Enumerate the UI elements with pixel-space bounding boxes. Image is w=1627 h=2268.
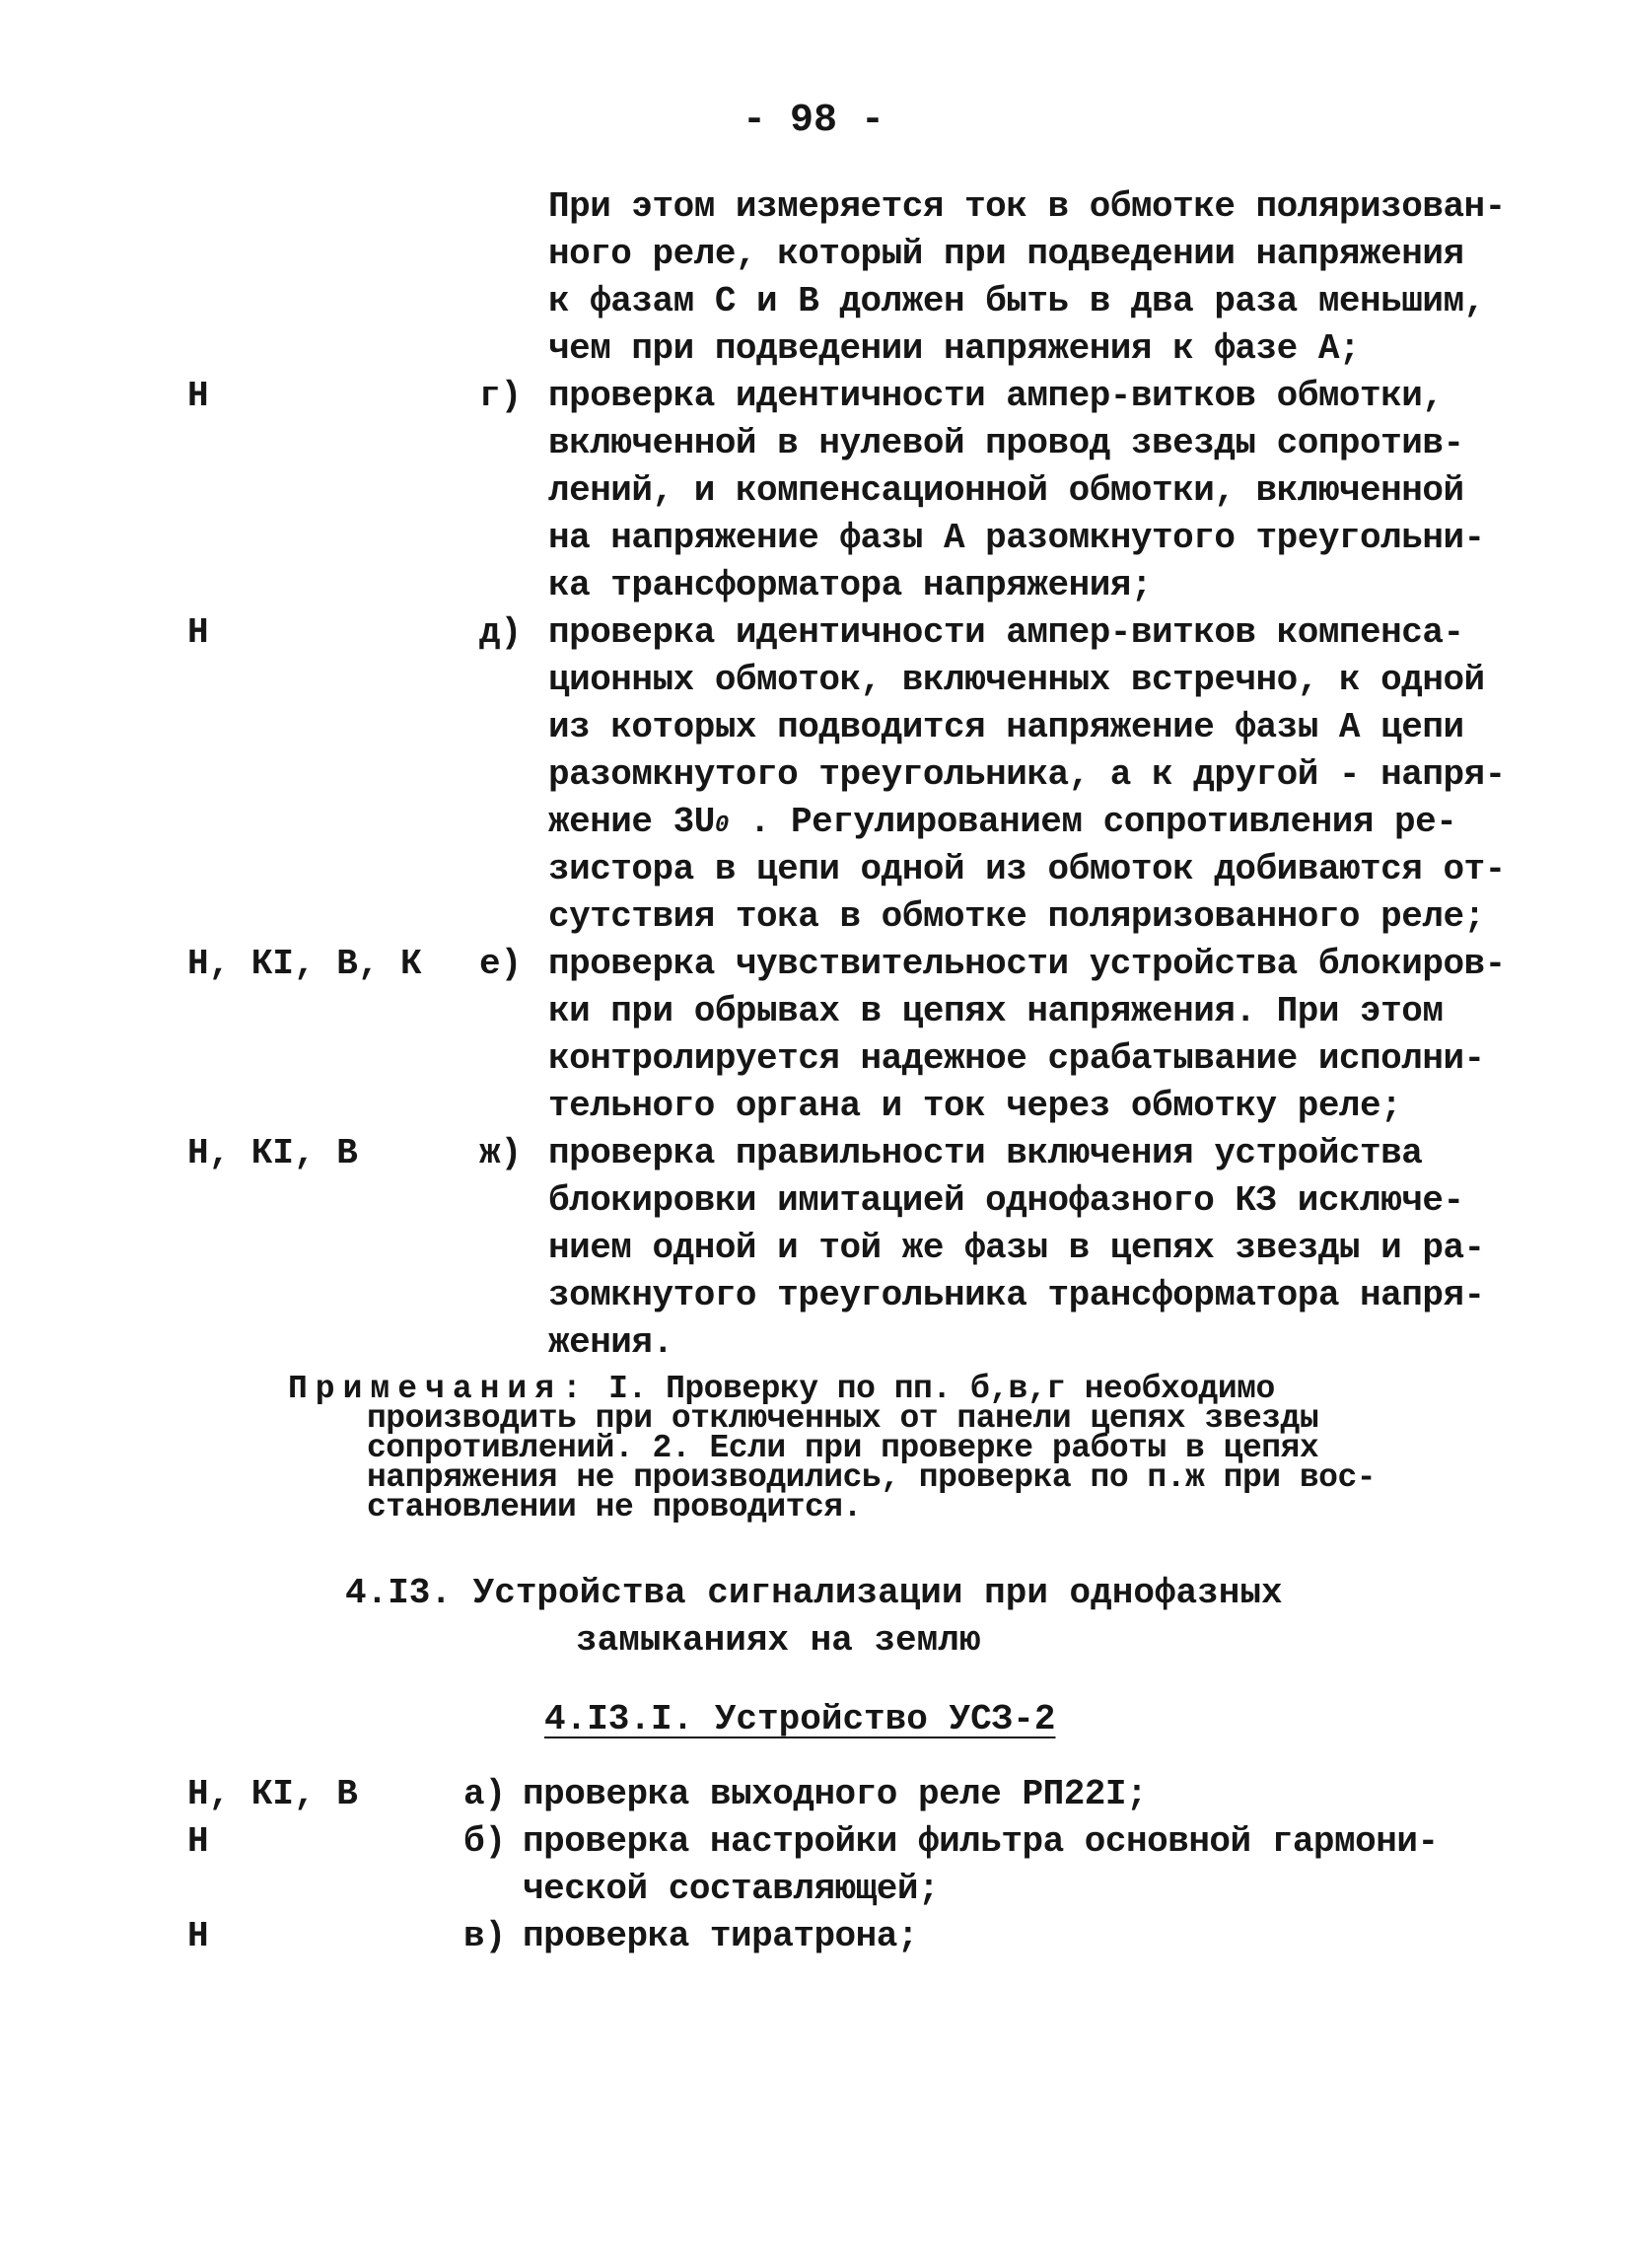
text-line: блокировки имитацией однофазного КЗ исключе- — [548, 1180, 1464, 1221]
text-line-formula — [548, 803, 1456, 846]
text-line: лений, и компенсационной обмотки, включенной — [548, 470, 1464, 511]
section-heading-line: 4.I3. Устройства сигнализации при однофазных — [345, 1573, 1283, 1613]
text-line: жения. — [548, 1322, 673, 1363]
note-line: напряжения не производились, проверка по п.ж при вос- — [367, 1459, 1377, 1496]
text-line: включенной в нулевой провод звезды сопротив- — [548, 423, 1464, 463]
text-line: проверка чувствительности устройства блокиров- — [548, 944, 1506, 984]
text-line: проверка идентичности ампер-витков компенса- — [548, 612, 1464, 653]
text-line: тельного органа и ток через обмотку реле; — [548, 1086, 1402, 1126]
note-label: Примечания: — [288, 1371, 590, 1407]
formula-text: жение 3U — [548, 802, 715, 842]
item-marker: г) — [479, 376, 523, 416]
text-line: к фазам С и В должен быть в два раза меньшим, — [548, 281, 1485, 321]
text-line: нием одной и той же фазы в цепях звезды и ра- — [548, 1228, 1485, 1268]
text-line: ческой составляющей; — [523, 1869, 940, 1909]
text-line: проверка выходного реле РП22I; — [523, 1774, 1148, 1814]
item-code: Н — [187, 1821, 209, 1862]
item-code: Н, КI, В, К — [187, 944, 422, 984]
text-line: проверка правильности включения устройства — [548, 1133, 1423, 1173]
item-marker: в) — [463, 1916, 507, 1956]
note-line: производить при отключенных от панели цепях звезды — [367, 1400, 1319, 1437]
text-line: проверка тиратрона; — [523, 1916, 918, 1956]
text-line: контролируется надежное срабатывание исполни- — [548, 1038, 1485, 1079]
item-code: Н — [187, 612, 209, 653]
formula-tail: . Регулированием сопротивления ре- — [748, 802, 1457, 842]
text-line: ного реле, который при подведении напряжения — [548, 234, 1464, 274]
section-heading-line: замыканиях на землю — [576, 1620, 981, 1661]
formula-subscript: 0 — [714, 813, 729, 839]
text-line: проверка настройки фильтра основной гармони- — [523, 1821, 1439, 1862]
item-code: Н, КI, В — [187, 1774, 358, 1814]
item-marker: д) — [479, 612, 523, 653]
note-text: I. Проверку по пп. б,в,г необходимо — [608, 1371, 1275, 1407]
item-code: Н, КI, В — [187, 1133, 358, 1173]
text-line: ка трансформатора напряжения; — [548, 565, 1153, 605]
item-marker: ж) — [479, 1133, 523, 1173]
text-line: проверка идентичности ампер-витков обмотки, — [548, 376, 1444, 416]
text-line: зистора в цепи одной из обмоток добиваются от- — [548, 849, 1506, 889]
text-line: из которых подводится напряжение фазы А цепи — [548, 707, 1464, 747]
text-line: зомкнутого треугольника трансформатора напря- — [548, 1275, 1485, 1315]
text-line: При этом измеряется ток в обмотке поляризован- — [548, 186, 1506, 227]
text-line: сутствия тока в обмотке поляризованного реле; — [548, 896, 1485, 937]
text-line: чем при подведении напряжения к фазе А; — [548, 328, 1361, 369]
text-line: ционных обмоток, включенных встречно, к одной — [548, 660, 1485, 700]
note-line: становлении не проводится. — [367, 1489, 862, 1525]
subsection-heading: 4.I3.I. Устройство УСЗ-2 — [544, 1699, 1056, 1739]
note-line: сопротивлений. 2. Если при проверке работы в цепях — [367, 1430, 1319, 1466]
text-line: ки при обрывах в цепях напряжения. При этом — [548, 991, 1444, 1031]
text-line: разомкнутого треугольника, а к другой - напря- — [548, 754, 1506, 795]
page-number: - 98 - — [742, 99, 885, 143]
item-marker: а) — [463, 1774, 507, 1814]
item-marker: е) — [479, 944, 523, 984]
item-code: Н — [187, 1916, 209, 1956]
item-code: Н — [187, 376, 209, 416]
item-marker: б) — [463, 1821, 507, 1862]
text-line: на напряжение фазы А разомкнутого треугольни- — [548, 518, 1485, 558]
